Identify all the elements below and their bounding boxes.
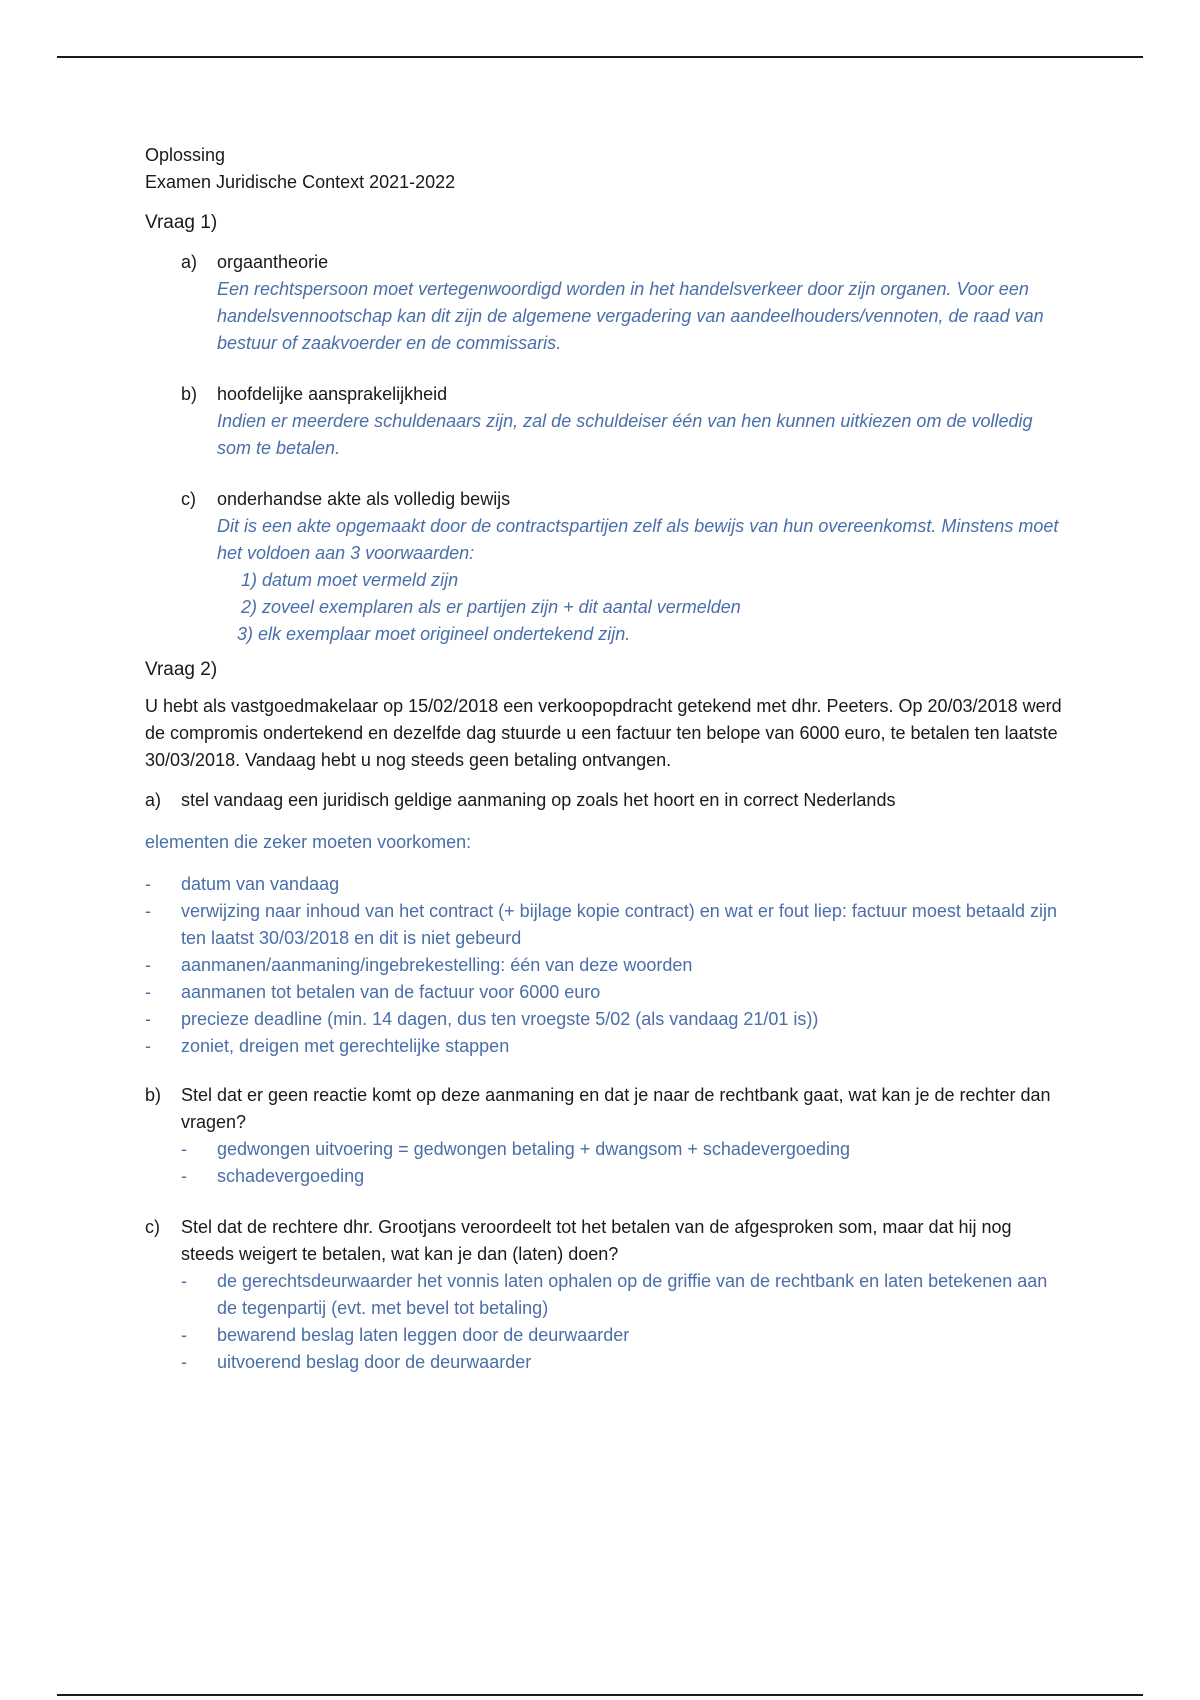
question-2-heading: Vraag 2)	[145, 659, 218, 680]
q1-a-label: orgaantheorie	[217, 252, 329, 272]
q1-b-answer: Indien er meerdere schuldenaars zijn, zal de schuldeiser één van hen kunnen uitkiezen om de volledig som te betalen.	[217, 411, 1033, 458]
list-item: - schadevergoeding	[181, 1166, 365, 1186]
q1-a-block	[145, 249, 1065, 357]
top-rule	[57, 56, 1143, 58]
q2-a-elements-label: elementen die zeker moeten voorkomen:	[145, 832, 472, 852]
q1-c-answer: Dit is een akte opgemaakt door de contractspartijen zelf als bewijs van hun overeenkomst. Minstens moet het voldoen aan 3 voorwaarden:	[217, 516, 1059, 563]
q1-c-condition: 3) elk exemplaar moet origineel ondertekend zijn.	[237, 624, 631, 644]
q2-b-block	[145, 1082, 1065, 1190]
list-item: - de gerechtsdeurwaarder het vonnis laten ophalen op de griffie van de rechtbank en laten betekenen aan de tegenpartij (evt. met bevel tot betaling)	[181, 1271, 1048, 1318]
document-body	[145, 142, 1065, 1376]
q2-b-list	[181, 1136, 1065, 1190]
q2-a-list	[145, 871, 1065, 1060]
list-item: - uitvoerend beslag door de deurwaarder	[181, 1352, 532, 1372]
list-item: - verwijzing naar inhoud van het contract (+ bijlage kopie contract) en wat er fout liep: factuur moest betaald zijn ten laatst 30/03/2018 en dit is niet gebeurd	[145, 901, 1057, 948]
q2-c-block	[145, 1214, 1065, 1376]
question-1-heading: Vraag 1)	[145, 212, 218, 233]
q2-a-block	[145, 787, 1065, 814]
list-item: - precieze deadline (min. 14 dagen, dus ten vroegste 5/02 (als vandaag 21/01 is))	[145, 1009, 819, 1029]
doc-title-1: Oplossing	[145, 145, 226, 165]
list-item: - bewarend beslag laten leggen door de deurwaarder	[181, 1325, 630, 1345]
list-item: - aanmanen tot betalen van de factuur voor 6000 euro	[145, 982, 601, 1002]
q1-c-letter: c)	[181, 489, 196, 509]
q1-c-conditions	[217, 567, 1065, 648]
q2-c-list	[181, 1268, 1065, 1376]
q2-c-letter: c)	[145, 1217, 160, 1237]
q1-c-condition: 2) zoveel exemplaren als er partijen zijn + dit aantal vermelden	[241, 597, 741, 617]
q1-c-label: onderhandse akte als volledig bewijs	[217, 489, 511, 509]
q2-b-letter: b)	[145, 1085, 162, 1105]
q1-a-letter: a)	[181, 252, 198, 272]
doc-title-2: Examen Juridische Context 2021-2022	[145, 172, 456, 192]
q1-b-block	[145, 381, 1065, 462]
q1-c-condition: 1) datum moet vermeld zijn	[241, 570, 459, 590]
list-item: - datum van vandaag	[145, 874, 340, 894]
list-item: - zoniet, dreigen met gerechtelijke stappen	[145, 1036, 510, 1056]
q1-a-answer: Een rechtspersoon moet vertegenwoordigd worden in het handelsverkeer door zijn organen. Voor een handelsvennootschap kan dit zijn de algemene vergadering van aandeelhouders/vennoten, de raad van bestuur of zaakvoerder en de commissaris.	[217, 279, 1044, 353]
q2-a-question: stel vandaag een juridisch geldige aanmaning op zoals het hoort en in correct Nederlands	[181, 790, 896, 810]
q2-intro: U hebt als vastgoedmakelaar op 15/02/2018 een verkoopopdracht getekend met dhr. Peeters. Op 20/03/2018 werd de compromis ondertekend en dezelfde dag stuurde u een factuur ten belope van 6000 euro, te betalen ten laatste 30/03/2018. Vandaag hebt u nog steeds geen betaling ontvangen.	[145, 696, 1062, 770]
q1-c-block	[145, 486, 1065, 648]
list-item: - gedwongen uitvoering = gedwongen betaling + dwangsom + schadevergoeding	[181, 1139, 850, 1159]
q2-b-question: Stel dat er geen reactie komt op deze aanmaning en dat je naar de rechtbank gaat, wat kan je de rechter dan vragen?	[181, 1085, 1051, 1132]
q1-b-letter: b)	[181, 384, 198, 404]
q2-a-letter: a)	[145, 790, 162, 810]
list-item: - aanmanen/aanmaning/ingebrekestelling: één van deze woorden	[145, 955, 693, 975]
q2-c-question: Stel dat de rechtere dhr. Grootjans veroordeelt tot het betalen van de afgesproken som, maar dat hij nog steeds weigert te betalen, wat kan je dan (laten) doen?	[181, 1217, 1012, 1264]
q1-b-label: hoofdelijke aansprakelijkheid	[217, 384, 448, 404]
bottom-rule	[57, 1694, 1143, 1696]
